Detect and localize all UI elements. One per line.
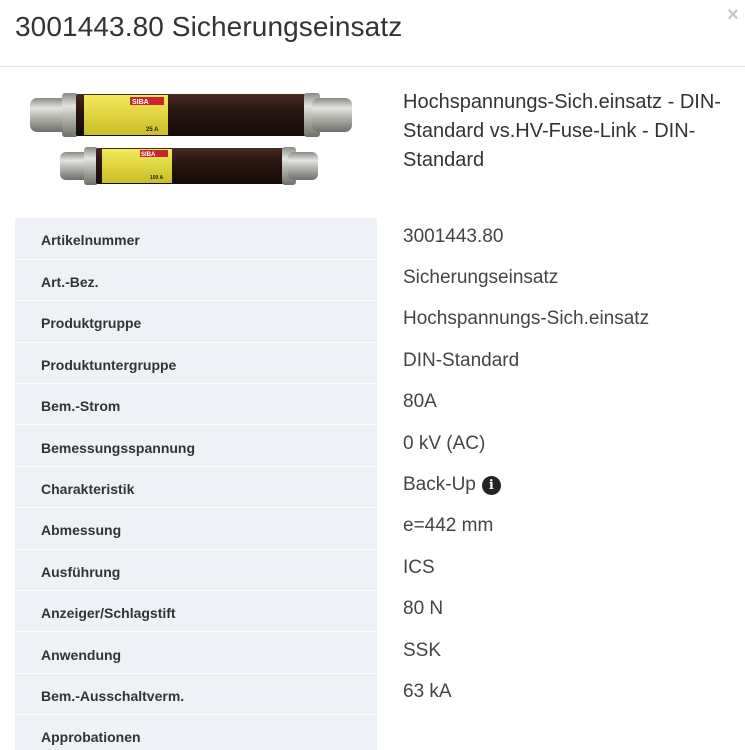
product-subtitle: Hochspannungs-Sich.einsatz - DIN-Standard vs.HV-Fuse-Link - DIN-Standard [403, 91, 721, 171]
table-row [15, 715, 745, 750]
table-row [15, 632, 745, 673]
spec-value: 80 N [403, 598, 444, 620]
info-circle-icon[interactable]: i [482, 476, 501, 495]
spec-label: Anwendung [15, 632, 377, 673]
rating-label-large: 25 A [146, 127, 159, 133]
close-icon[interactable]: × [727, 4, 739, 26]
spec-label: Charakteristik [15, 466, 377, 507]
modal-header [0, 0, 745, 67]
spec-value: Hochspannungs-Sich.einsatz [403, 308, 650, 330]
table-row [15, 301, 745, 342]
page-title: 3001443.80 Sicherungseinsatz [15, 11, 403, 42]
brand-logo-small: SIBA [141, 152, 156, 158]
table-row [15, 466, 745, 507]
brand-logo-large: SIBA [132, 99, 149, 106]
table-row [15, 384, 745, 425]
spec-value: Sicherungseinsatz [403, 267, 559, 289]
spec-label: Art.-Bez. [15, 259, 377, 300]
spec-value: 63 kA [403, 680, 452, 702]
spec-label: Produktgruppe [15, 301, 377, 342]
spec-value: 0 kV (AC) [403, 432, 486, 454]
spec-value-charakteristik [377, 466, 745, 507]
spec-value: Back-Up [403, 474, 476, 496]
spec-label: Anzeiger/Schlagstift [15, 591, 377, 632]
spec-label: Bemessungsspannung [15, 425, 377, 466]
spec-label: Produktuntergruppe [15, 342, 377, 383]
table-row [15, 259, 745, 300]
table-row [15, 673, 745, 714]
spec-label: Bem.-Ausschaltverm. [15, 673, 377, 714]
spec-value: SSK [403, 639, 442, 661]
spec-label: Ausführung [15, 549, 377, 590]
spec-label: Approbationen [15, 715, 377, 750]
specs-table [15, 218, 745, 750]
table-row [15, 218, 745, 259]
spec-label: Abmessung [15, 508, 377, 549]
table-row [15, 549, 745, 590]
spec-label: Bem.-Strom [15, 384, 377, 425]
table-row [15, 425, 745, 466]
table-row [15, 508, 745, 549]
spec-value: DIN-Standard [403, 349, 520, 371]
spec-value: 80A [403, 391, 437, 413]
spec-value: e=442 mm [403, 515, 494, 537]
product-image [26, 86, 356, 198]
spec-value: 3001443.80 [403, 225, 504, 247]
spec-label: Artikelnummer [15, 218, 377, 259]
table-row [15, 342, 745, 383]
rating-label-small: 100 A [150, 175, 164, 181]
table-row [15, 591, 745, 632]
spec-value: ICS [403, 556, 435, 578]
spec-value [377, 715, 745, 750]
